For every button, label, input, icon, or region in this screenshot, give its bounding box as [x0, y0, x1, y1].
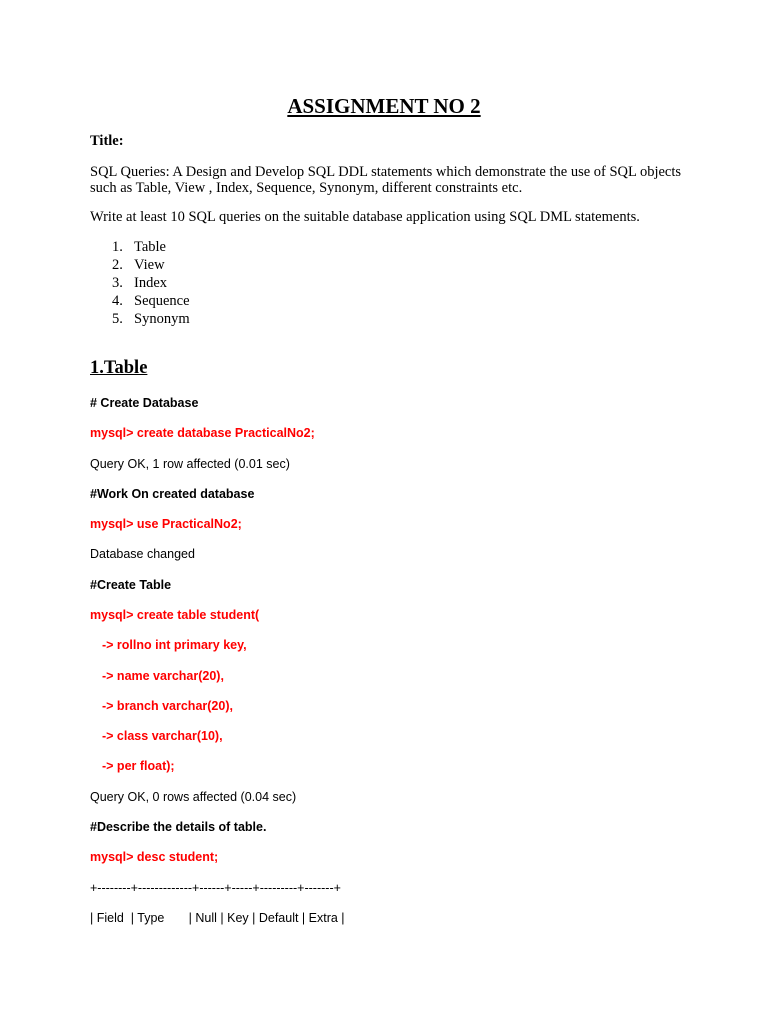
list-item-number: 4.: [112, 293, 123, 309]
list-item-label: View: [134, 257, 165, 273]
list-item: [90, 292, 190, 310]
column-rollno-line: -> rollno int primary key,: [102, 638, 247, 652]
column-name-line: -> name varchar(20),: [102, 669, 224, 683]
create-db-result: Query OK, 1 row affected (0.01 sec): [90, 457, 290, 471]
list-item: [90, 238, 190, 256]
instruction-text: Write at least 10 SQL queries on the suitable database application using SQL DML statements.: [90, 209, 640, 225]
use-db-comment: #Work On created database: [90, 487, 255, 501]
column-per-line: -> per float);: [102, 759, 175, 773]
use-db-command: mysql> use PracticalNo2;: [90, 517, 242, 531]
description-line-2: such as Table, View , Index, Sequence, Synonym, different constraints etc.: [90, 180, 523, 196]
list-item-label: Index: [134, 275, 168, 291]
list-item-number: 2.: [112, 257, 123, 273]
use-db-result: Database changed: [90, 547, 195, 561]
list-item-label: Sequence: [134, 293, 190, 309]
create-db-comment: # Create Database: [90, 396, 199, 410]
section-heading-table: 1.Table: [90, 358, 148, 378]
description-line-1: SQL Queries: A Design and Develop SQL DDL statements which demonstrate the use of SQL objects: [90, 164, 682, 180]
list-item-number: 5.: [112, 311, 123, 327]
list-item: [90, 310, 190, 328]
create-db-command: mysql> create database PracticalNo2;: [90, 426, 315, 440]
list-item: [90, 274, 190, 292]
describe-command: mysql> desc student;: [90, 850, 219, 864]
title-label: Title:: [90, 133, 124, 149]
list-item: [90, 256, 190, 274]
list-item-number: 3.: [112, 275, 123, 291]
sql-objects-list: [90, 238, 190, 328]
column-branch-line: -> branch varchar(20),: [102, 699, 233, 713]
list-item-label: Table: [134, 239, 166, 255]
list-item-label: Synonym: [134, 311, 190, 327]
create-table-command: mysql> create table student(: [90, 608, 260, 622]
column-class-line: -> class varchar(10),: [102, 729, 223, 743]
create-table-comment: #Create Table: [90, 578, 172, 592]
assignment-heading: ASSIGNMENT NO 2: [287, 94, 481, 118]
create-table-result: Query OK, 0 rows affected (0.04 sec): [90, 790, 297, 804]
table-border-line: +--------+-------------+------+-----+---------+-------+: [90, 881, 341, 895]
list-item-number: 1.: [112, 239, 123, 255]
describe-comment: #Describe the details of table.: [90, 820, 267, 834]
table-header-line: | Field | Type | Null | Key | Default | Extra |: [90, 911, 345, 925]
